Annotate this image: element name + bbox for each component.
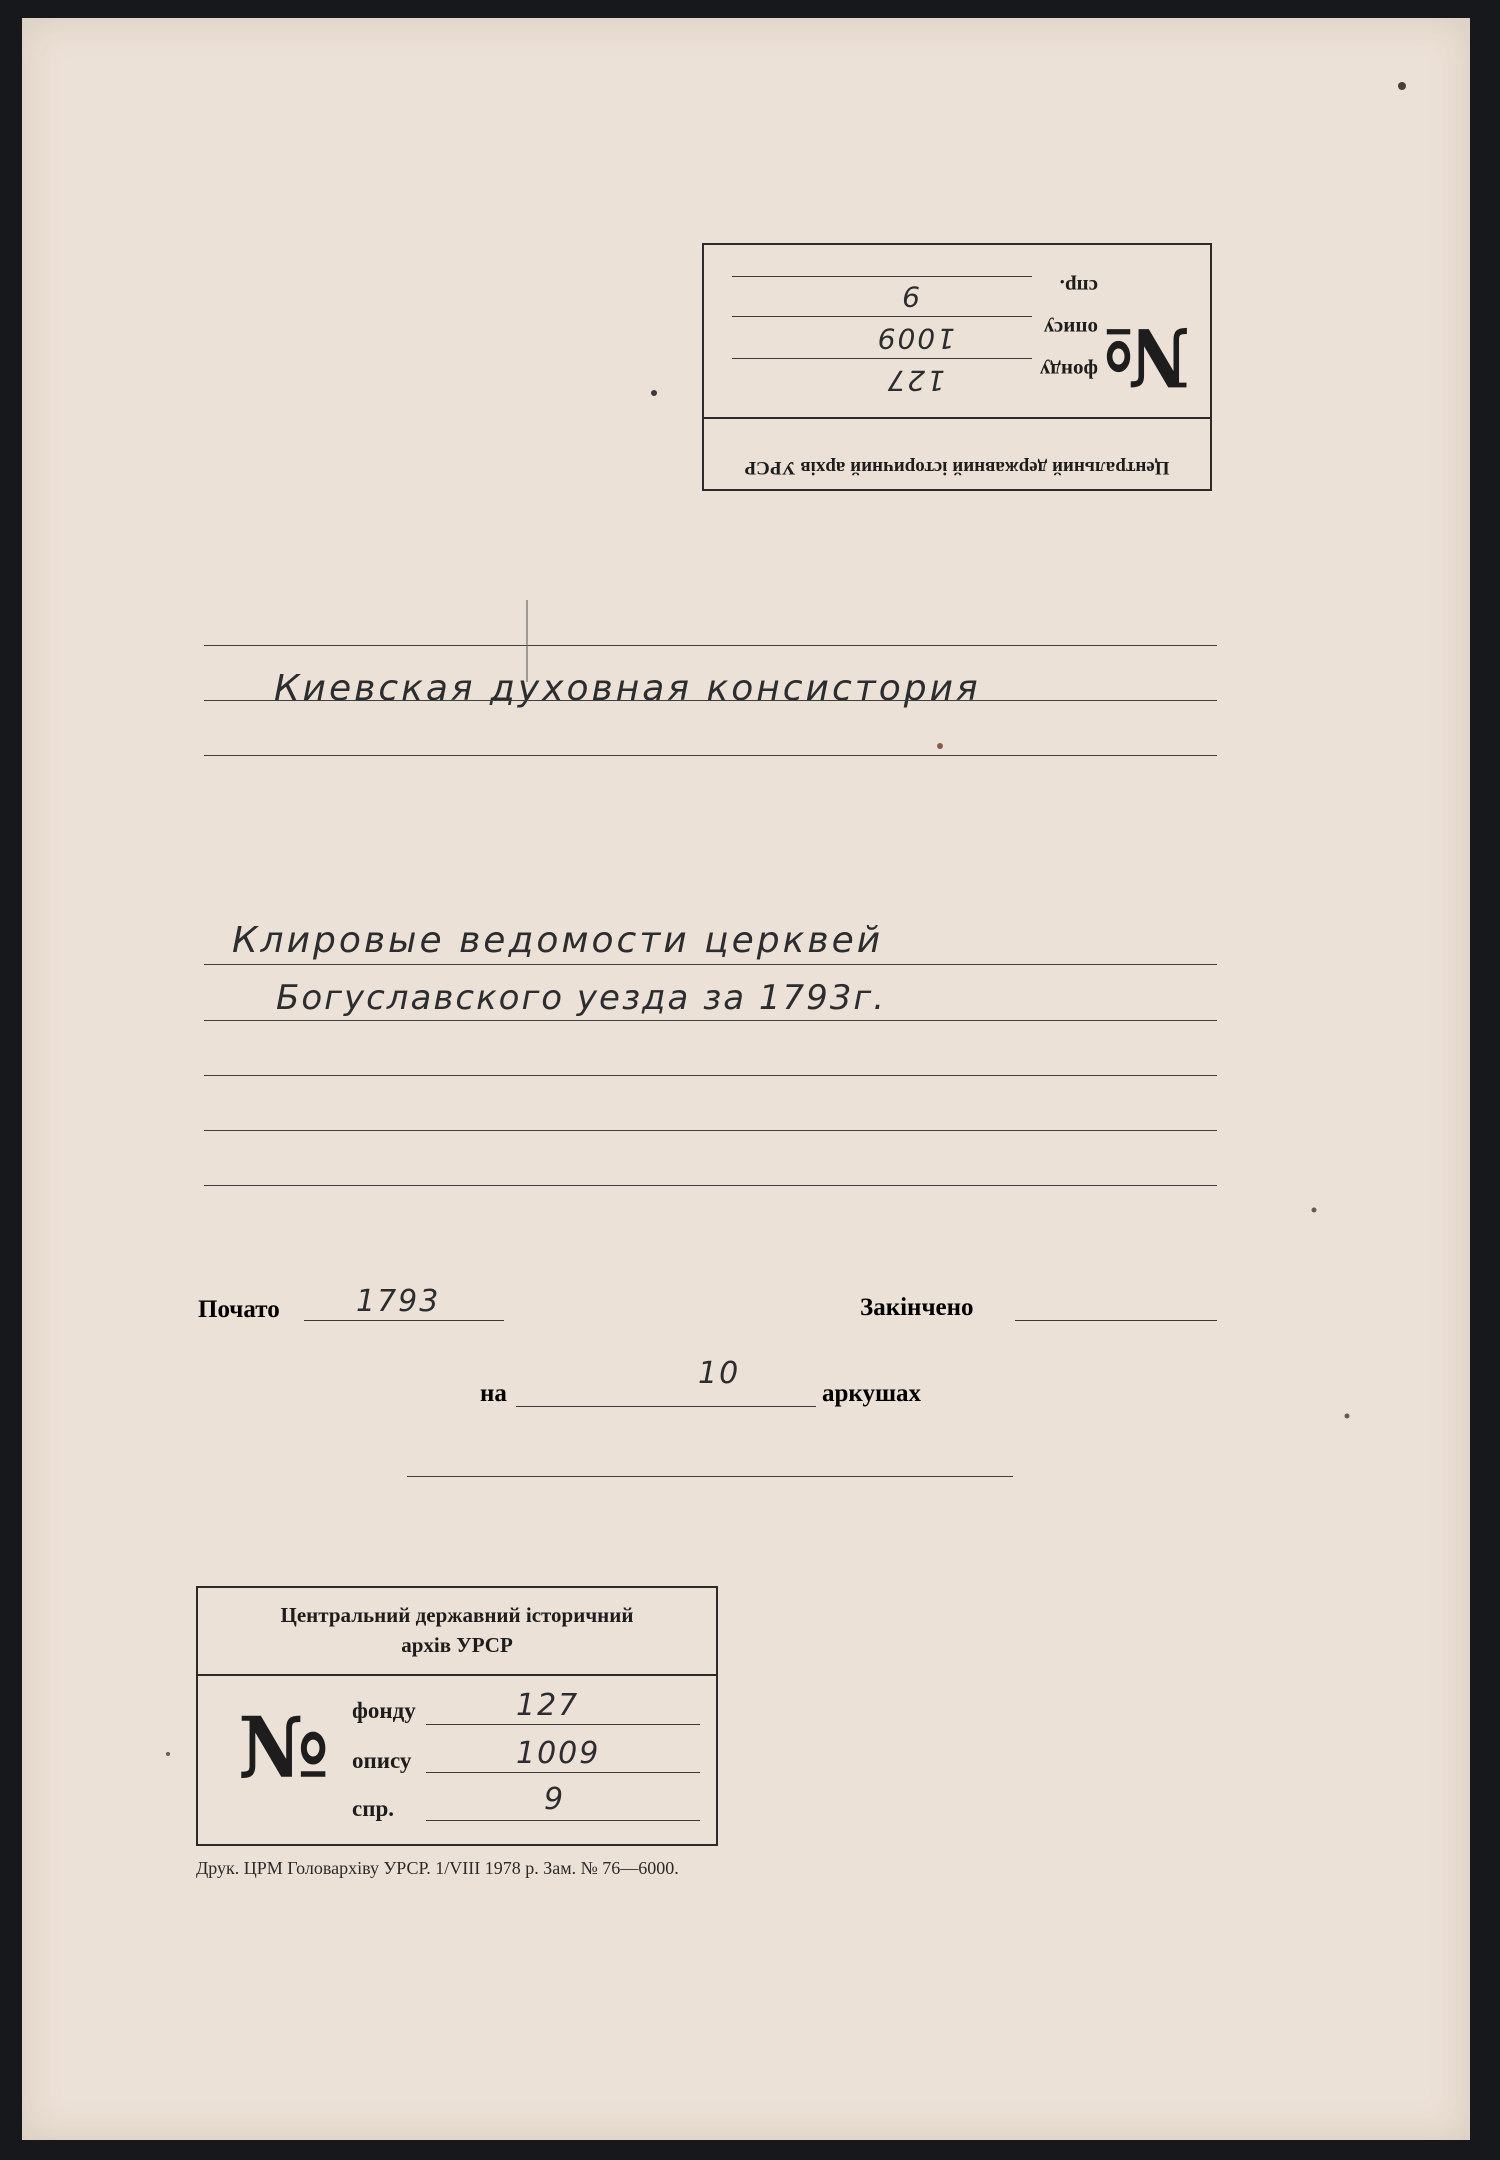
started-label: Почато [198, 1296, 280, 1323]
top-stamp-sprava-label: спр. [1059, 275, 1098, 299]
top-stamp-archive-title: Центральний державний історичний архів УРСР [744, 457, 1170, 478]
bottom-stamp-archive-title-line-2: архів УРСР [401, 1633, 513, 1657]
started-value: 1793 [356, 1284, 441, 1319]
bottom-stamp-fond-value: 127 [516, 1688, 580, 1723]
top-stamp-fond-label: фонду [1039, 359, 1098, 383]
finished-label: Закінчено [860, 1294, 974, 1321]
bottom-stamp-number-sign: № [238, 1698, 330, 1797]
top-stamp-fond-value: 127 [885, 364, 945, 397]
sheets-suffix: аркушах [822, 1380, 922, 1407]
bottom-stamp-opys-label: опису [352, 1748, 412, 1773]
organization-name: Киевская духовная консистория [274, 668, 981, 709]
record-title-line-2: Богуславского уезда за 1793г. [276, 978, 887, 1018]
sheets-prefix: на [480, 1380, 507, 1407]
record-title-line-1: Клировые ведомости церквей [232, 920, 884, 961]
bottom-archive-stamp [196, 1586, 718, 1846]
bottom-stamp-sprava-value: 9 [544, 1782, 566, 1817]
print-note: Друк. ЦРМ Головархіву УРСР. 1/VIII 1978 р. Зам. № 76—6000. [196, 1858, 679, 1878]
top-stamp-sprava-value: 9 [900, 280, 920, 313]
top-stamp-opys-value: 1009 [875, 322, 955, 355]
archive-folder-cover [22, 18, 1470, 2140]
bottom-stamp-archive-title-line-1: Центральний державний історичний [280, 1603, 634, 1627]
sheets-value: 10 [698, 1356, 741, 1391]
bottom-stamp-sprava-label: спр. [352, 1796, 395, 1821]
bottom-stamp-fond-label: фонду [352, 1698, 416, 1723]
top-stamp-number-sign: № [1103, 310, 1190, 404]
bottom-stamp-opys-value: 1009 [516, 1736, 601, 1771]
top-archive-stamp [702, 243, 1212, 491]
top-stamp-opys-label: опису [1043, 317, 1098, 341]
